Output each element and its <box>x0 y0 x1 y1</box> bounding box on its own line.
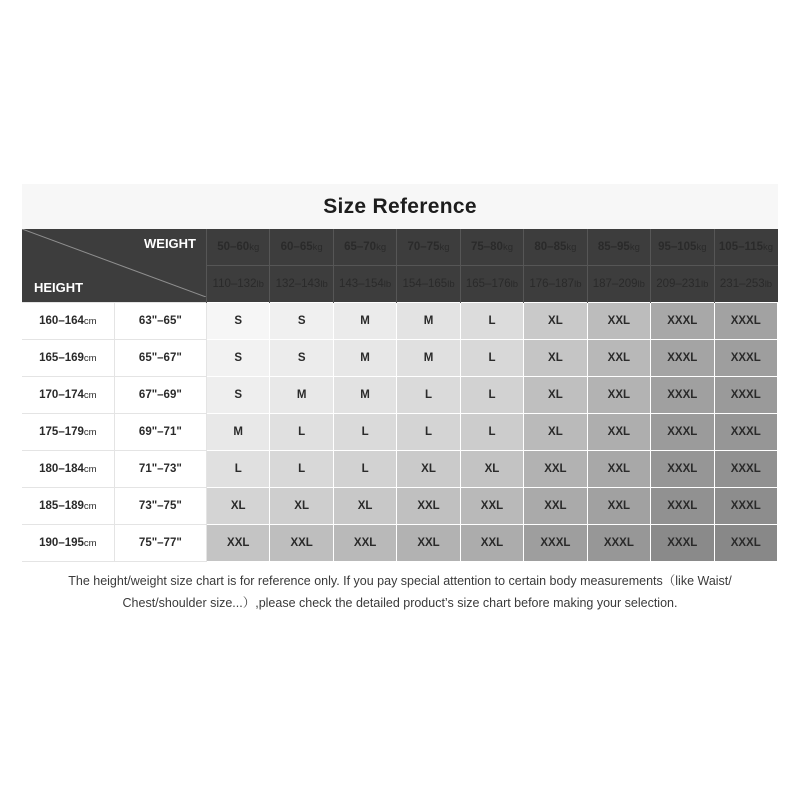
size-cell-2-3: L <box>397 377 460 414</box>
size-cell-0-0: S <box>207 303 270 340</box>
height-row-cm-4: 180–184cm <box>22 451 114 488</box>
size-cell-1-1: S <box>270 340 333 377</box>
size-cell-1-0: S <box>207 340 270 377</box>
size-cell-5-6: XXL <box>587 488 650 525</box>
size-cell-6-8: XXXL <box>714 525 778 562</box>
size-cell-1-2: M <box>333 340 396 377</box>
size-cell-3-4: L <box>460 414 523 451</box>
size-cell-0-2: M <box>333 303 396 340</box>
size-cell-4-0: L <box>207 451 270 488</box>
size-cell-4-2: L <box>333 451 396 488</box>
size-cell-2-0: S <box>207 377 270 414</box>
size-cell-6-0: XXL <box>207 525 270 562</box>
height-row-cm-2: 170–174cm <box>22 377 114 414</box>
size-cell-0-7: XXXL <box>651 303 714 340</box>
height-row-cm-6: 190–195cm <box>22 525 114 562</box>
size-cell-6-2: XXL <box>333 525 396 562</box>
weight-col-lb-5: 176–187lb <box>524 266 587 303</box>
size-cell-4-5: XXL <box>524 451 587 488</box>
size-cell-6-1: XXL <box>270 525 333 562</box>
size-cell-1-7: XXXL <box>651 340 714 377</box>
table-row <box>22 303 778 340</box>
height-row-in-3: 69"–71" <box>114 414 206 451</box>
height-row-in-4: 71"–73" <box>114 451 206 488</box>
axis-corner-cell <box>22 229 207 303</box>
size-cell-3-8: XXXL <box>714 414 778 451</box>
height-row-in-2: 67"–69" <box>114 377 206 414</box>
size-cell-0-3: M <box>397 303 460 340</box>
height-row-cm-0: 160–164cm <box>22 303 114 340</box>
size-cell-1-4: L <box>460 340 523 377</box>
size-cell-1-5: XL <box>524 340 587 377</box>
weight-col-kg-0: 50–60kg <box>207 229 270 266</box>
table-row <box>22 414 778 451</box>
size-cell-0-6: XXL <box>587 303 650 340</box>
chart-title-bar <box>22 184 778 229</box>
size-cell-2-5: XL <box>524 377 587 414</box>
weight-col-lb-6: 187–209lb <box>587 266 650 303</box>
size-cell-4-6: XXL <box>587 451 650 488</box>
weight-col-lb-2: 143–154lb <box>333 266 396 303</box>
footnote <box>22 570 778 614</box>
size-cell-5-2: XL <box>333 488 396 525</box>
weight-col-kg-8: 105–115kg <box>714 229 778 266</box>
size-cell-3-1: L <box>270 414 333 451</box>
size-cell-1-8: XXXL <box>714 340 778 377</box>
size-cell-5-3: XXL <box>397 488 460 525</box>
size-cell-5-7: XXXL <box>651 488 714 525</box>
size-cell-3-7: XXXL <box>651 414 714 451</box>
weight-col-kg-2: 65–70kg <box>333 229 396 266</box>
size-cell-3-6: XXL <box>587 414 650 451</box>
size-cell-4-8: XXXL <box>714 451 778 488</box>
table-row <box>22 340 778 377</box>
size-cell-4-4: XL <box>460 451 523 488</box>
size-cell-0-8: XXXL <box>714 303 778 340</box>
size-cell-0-4: L <box>460 303 523 340</box>
weight-col-kg-5: 80–85kg <box>524 229 587 266</box>
weight-col-lb-4: 165–176lb <box>460 266 523 303</box>
size-cell-5-0: XL <box>207 488 270 525</box>
height-row-in-6: 75"–77" <box>114 525 206 562</box>
height-row-cm-3: 175–179cm <box>22 414 114 451</box>
size-cell-5-1: XL <box>270 488 333 525</box>
size-cell-3-2: L <box>333 414 396 451</box>
size-cell-2-4: L <box>460 377 523 414</box>
size-cell-6-7: XXXL <box>651 525 714 562</box>
weight-col-kg-6: 85–95kg <box>587 229 650 266</box>
weight-col-lb-0: 110–132lb <box>207 266 270 303</box>
size-cell-5-4: XXL <box>460 488 523 525</box>
size-cell-2-1: M <box>270 377 333 414</box>
weight-col-kg-4: 75–80kg <box>460 229 523 266</box>
size-cell-0-1: S <box>270 303 333 340</box>
size-cell-5-5: XXL <box>524 488 587 525</box>
size-cell-2-7: XXXL <box>651 377 714 414</box>
weight-col-kg-3: 70–75kg <box>397 229 460 266</box>
size-cell-0-5: XL <box>524 303 587 340</box>
weight-col-kg-7: 95–105kg <box>651 229 714 266</box>
size-reference-table <box>22 229 778 562</box>
size-cell-4-7: XXXL <box>651 451 714 488</box>
weight-col-lb-8: 231–253lb <box>714 266 778 303</box>
height-row-cm-1: 165–169cm <box>22 340 114 377</box>
weight-col-lb-7: 209–231lb <box>651 266 714 303</box>
footnote-line-1: The height/weight size chart is for reference only. If you pay special attention to certain body measurements（like Waist/ <box>68 574 732 588</box>
size-cell-2-6: XXL <box>587 377 650 414</box>
size-chart <box>22 184 778 562</box>
height-row-in-0: 63"–65" <box>114 303 206 340</box>
height-row-cm-5: 185–189cm <box>22 488 114 525</box>
size-cell-2-8: XXXL <box>714 377 778 414</box>
size-cell-3-0: M <box>207 414 270 451</box>
height-row-in-1: 65"–67" <box>114 340 206 377</box>
size-cell-4-3: XL <box>397 451 460 488</box>
size-cell-2-2: M <box>333 377 396 414</box>
size-cell-4-1: L <box>270 451 333 488</box>
size-cell-3-5: XL <box>524 414 587 451</box>
table-row <box>22 488 778 525</box>
height-row-in-5: 73"–75" <box>114 488 206 525</box>
weight-axis-label: WEIGHT <box>144 236 196 251</box>
table-row <box>22 451 778 488</box>
size-cell-1-3: M <box>397 340 460 377</box>
size-cell-6-3: XXL <box>397 525 460 562</box>
height-axis-label: HEIGHT <box>34 280 84 295</box>
size-cell-5-8: XXXL <box>714 488 778 525</box>
size-cell-6-6: XXXL <box>587 525 650 562</box>
size-cell-6-4: XXL <box>460 525 523 562</box>
size-cell-3-3: L <box>397 414 460 451</box>
table-header-row-kg <box>22 229 778 266</box>
weight-col-lb-1: 132–143lb <box>270 266 333 303</box>
size-cell-1-6: XXL <box>587 340 650 377</box>
page-title: Size Reference <box>323 194 477 218</box>
size-cell-6-5: XXXL <box>524 525 587 562</box>
weight-col-kg-1: 60–65kg <box>270 229 333 266</box>
table-row <box>22 525 778 562</box>
footnote-line-2: Chest/shoulder size...）,please check the detailed product’s size chart before making your selection. <box>122 596 678 610</box>
table-row <box>22 377 778 414</box>
weight-col-lb-3: 154–165lb <box>397 266 460 303</box>
